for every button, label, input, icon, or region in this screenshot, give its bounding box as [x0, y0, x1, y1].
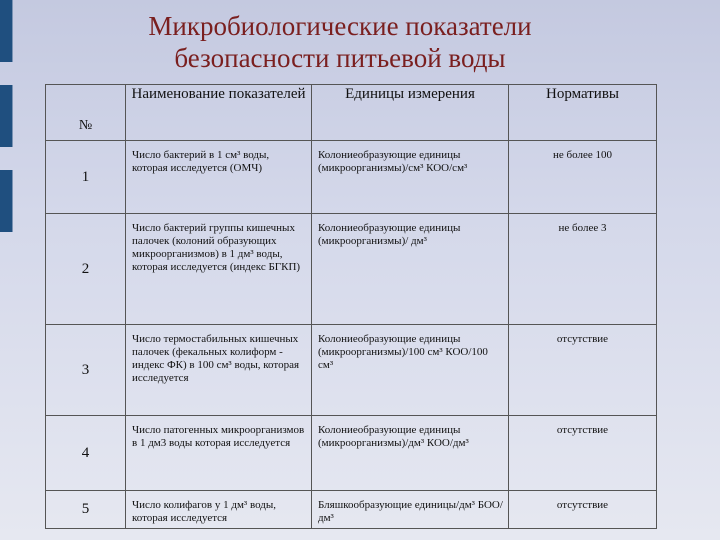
table-row — [46, 325, 657, 416]
row-unit: Колониеобразующие единицы (микроорганизмы)/дм³ КОО/дм³ — [312, 416, 509, 491]
indicators-table — [45, 84, 657, 529]
row-indicator-name: Число колифагов у 1 дм³ воды, которая исследуется — [126, 491, 312, 529]
table-row — [46, 141, 657, 214]
row-indicator-name: Число патогенных микроорганизмов в 1 дм3 воды которая исследуется — [126, 416, 312, 491]
header-units: Единицы измерения — [312, 85, 509, 141]
row-unit: Бляшкообразующие единицы/дм³ БОО/дм³ — [312, 491, 509, 529]
table-row — [46, 416, 657, 491]
row-norm: не более 100 — [509, 141, 657, 214]
row-number: 4 — [46, 416, 126, 491]
row-norm: отсутствие — [509, 325, 657, 416]
row-number: 5 — [46, 491, 126, 529]
header-norms: Нормативы — [509, 85, 657, 141]
slide-title — [80, 10, 600, 74]
row-indicator-name: Число бактерий в 1 см³ воды, которая исследуется (ОМЧ) — [126, 141, 312, 214]
row-norm: не более 3 — [509, 214, 657, 325]
title-line-1: Микробиологические показатели — [148, 11, 532, 41]
row-number: 2 — [46, 214, 126, 325]
left-accent-bar — [0, 85, 13, 147]
header-number: № — [46, 85, 126, 141]
title-line-2: безопасности питьевой воды — [174, 43, 506, 73]
table-header-row — [46, 85, 657, 141]
row-indicator-name: Число бактерий группы кишечных палочек (колоний образующих микроорганизмов) в 1 дм³ воды, которая исследуется (индекс БГКП) — [126, 214, 312, 325]
row-number: 3 — [46, 325, 126, 416]
row-number: 1 — [46, 141, 126, 214]
row-unit: Колониеобразующие единицы (микроорганизмы)/см³ КОО/см³ — [312, 141, 509, 214]
left-accent-bar — [0, 0, 13, 62]
row-norm: отсутствие — [509, 416, 657, 491]
row-unit: Колониеобразующие единицы (микроорганизмы)/100 см³ КОО/100 см³ — [312, 325, 509, 416]
row-norm: отсутствие — [509, 491, 657, 529]
row-unit: Колониеобразующие единицы (микроорганизмы)/ дм³ — [312, 214, 509, 325]
table-row — [46, 214, 657, 325]
row-indicator-name: Число термостабильных кишечных палочек (фекальных колиформ - индекс ФК) в 100 см³ воды, которая исследуется — [126, 325, 312, 416]
table-row — [46, 491, 657, 529]
header-name: Наименование показателей — [126, 85, 312, 141]
left-accent-bar — [0, 170, 13, 232]
